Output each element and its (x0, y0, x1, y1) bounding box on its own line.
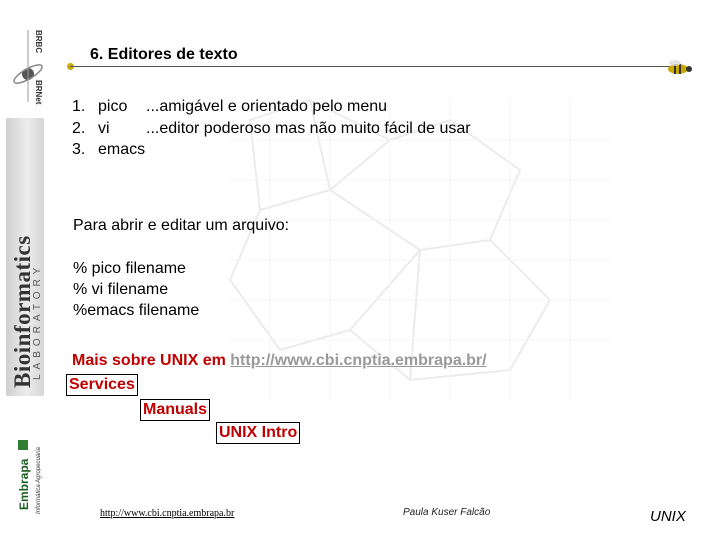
embrapa-logo (10, 410, 46, 520)
list-item (72, 96, 471, 118)
open-file-intro: Para abrir e editar um arquivo: (73, 217, 290, 234)
services-step[interactable]: Services (66, 374, 138, 396)
footer-url-link[interactable]: http://www.cbi.cnptia.embrapa.br (100, 508, 235, 519)
list-item (72, 118, 471, 140)
footer-author: Paula Kuser Falcão (403, 507, 491, 518)
bioinformatics-logo (6, 118, 44, 396)
bioinformatics-logo-subtext: LABORATORY (32, 262, 43, 380)
editor-name: pico (98, 98, 128, 115)
svg-text:BRNet: BRNet (34, 80, 43, 105)
command-line: % vi filename (73, 281, 169, 298)
editor-list (72, 96, 471, 161)
slide-title: 6. Editores de texto (90, 46, 238, 63)
list-item (72, 139, 471, 161)
command-line: % pico filename (73, 260, 186, 277)
manuals-step[interactable]: Manuals (140, 399, 210, 421)
title-rule (70, 66, 680, 67)
list-item-number: 2. (72, 119, 86, 137)
svg-text:Embrapa: Embrapa (17, 458, 31, 510)
editor-description: ...amigável e orientado pelo menu (146, 98, 388, 115)
svg-text:BRBC: BRBC (34, 30, 43, 54)
editor-name: emacs (98, 141, 146, 158)
bee-icon (662, 58, 692, 76)
more-info-line (72, 352, 487, 370)
cbi-url-link[interactable]: http://www.cbi.cnptia.embrapa.br/ (230, 352, 487, 369)
bioinformatics-logo-text: Bioinformatics (10, 235, 35, 388)
list-item-number: 3. (72, 141, 86, 158)
brbc-brnet-logo (6, 26, 46, 106)
svg-text:Informática Agropecuária: Informática Agropecuária (36, 447, 42, 514)
command-line: %emacs filename (73, 302, 200, 319)
more-info-prefix: Mais sobre UNIX em (72, 352, 231, 369)
editor-name: vi (98, 119, 110, 137)
footer-topic: UNIX (650, 508, 686, 525)
command-list (73, 258, 199, 321)
unix-intro-step[interactable]: UNIX Intro (216, 422, 300, 444)
list-item-number: 1. (72, 98, 86, 115)
editor-description: ...editor poderoso mas não muito fácil de usar (146, 119, 471, 137)
